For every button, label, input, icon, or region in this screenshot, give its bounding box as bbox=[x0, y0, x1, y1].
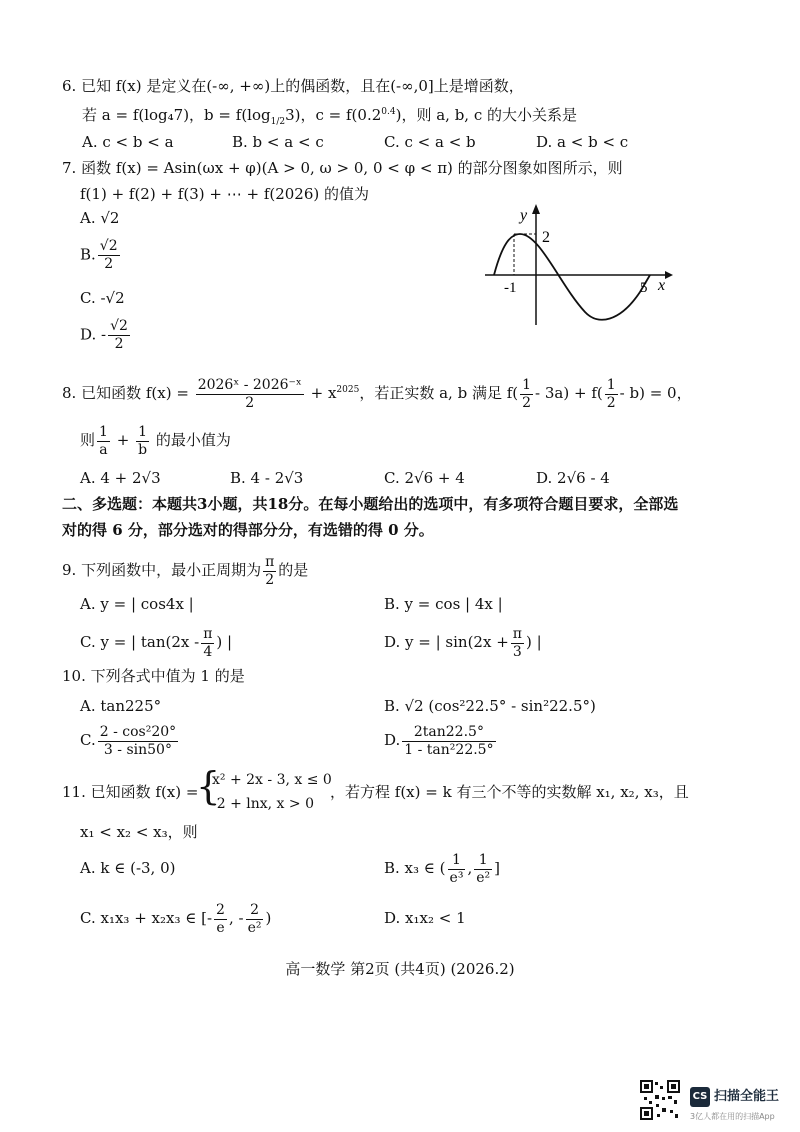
q9-fraction: $\frac{\pi}{2}$ bbox=[265, 553, 275, 588]
sine-curve bbox=[494, 234, 650, 320]
q8-option-a: A. 4 + 2√3 bbox=[80, 469, 161, 487]
q11-option-c: C. x₁x₃ + x₂x₃ ∈ [- $\frac{2}{e}$ , - $\frac{2}{\text{e²}}$ ) bbox=[80, 901, 272, 936]
q10-title: 10. 下列各式中值为 1 的是 bbox=[62, 667, 245, 685]
q7-option-d: D. - $\frac{√2}{2}$ bbox=[80, 318, 128, 352]
q8-fraction-b: $\frac{1}{b}$ bbox=[138, 423, 148, 458]
q9-option-c-fraction: $\frac{\pi}{4}$ bbox=[203, 625, 213, 660]
q6-line2: 若 a = f(log₄7)，$b = f(\log_{1/2}3)$，$c = f(0.2^{0.4})$，则 a, b, c 的大小关系是 bbox=[82, 106, 578, 127]
piecewise-brace: { bbox=[196, 764, 221, 808]
q6-option-b: B. b < a < c bbox=[232, 133, 324, 151]
q9-option-a: A. y = | cos4x | bbox=[80, 595, 194, 613]
q10-option-a: A. tan225° bbox=[80, 697, 162, 715]
q11-case1: x² + 2x - 3, x ≤ 0 bbox=[212, 772, 332, 788]
q7-option-d-fraction: $\frac{√2}{2}$ bbox=[110, 318, 128, 352]
q7-option-a: A. √2 bbox=[80, 209, 120, 227]
q6-option-c: C. c < a < b bbox=[384, 133, 476, 151]
q6-option-a: A. c < b < a bbox=[82, 133, 174, 151]
q11-option-b-fraction-2: $\frac{1}{\text{e²}}$ bbox=[476, 851, 491, 886]
y-axis-arrow bbox=[532, 204, 540, 214]
y-axis-label: y bbox=[520, 207, 528, 224]
q8-line1: 8. 已知函数 f(x) = $\frac{\text{2026ˣ - 2026⁻ˣ}}{2}$ + $x^{2025}$，若正实数 a, b 满足 f( $\frac{1}{2}$ - 3a) + f( $\frac{1}{2}$ - b) = 0， bbox=[62, 376, 692, 411]
q7-line2: f(1) + f(2) + f(3) + ⋯ + f(2026) 的值为 bbox=[80, 185, 370, 203]
q11-case2: -2 + lnx, x > 0 bbox=[212, 796, 314, 812]
brand-slogan: 3亿人都在用的扫描App bbox=[690, 1112, 775, 1121]
q10-option-c-fraction: $\frac{\text{2 - cos²20°}}{3 - \sin 50^\circ}$ bbox=[99, 723, 177, 758]
q11-option-d: D. x₁x₂ < 1 bbox=[384, 909, 466, 927]
q7-line1: 7. 函数 f(x) = Asin(ωx + φ)(A > 0, ω > 0, 0 < φ < π) 的部分图象如图所示，则 bbox=[62, 159, 623, 177]
q7-option-b-fraction: $\frac{√2}{2}$ bbox=[99, 238, 118, 272]
q11-option-c-fraction-2: $\frac{2}{\text{e²}}$ bbox=[247, 901, 262, 936]
cs-logo-icon: CS bbox=[690, 1087, 710, 1107]
q8-option-b: B. 4 - 2√3 bbox=[230, 469, 304, 487]
label-5: 5 bbox=[640, 280, 648, 296]
q8-main-fraction: $\frac{\text{2026ˣ - 2026⁻ˣ}}{2}$ bbox=[197, 376, 302, 411]
q9-option-d: D. y = | sin(2x + $\frac{\pi}{3}$ ) | bbox=[384, 625, 542, 660]
page-footer: 高一数学 第2页 (共4页) (2026.2) bbox=[285, 960, 515, 978]
q6-option-d: D. a < b < c bbox=[536, 133, 629, 151]
q10-option-d: D. $\frac{2\tan 22.5^\circ}{\text{1 - tan²22.5°}}$ bbox=[384, 723, 494, 758]
q8-line2: 则 $\frac{1}{a}$ + $\frac{1}{b}$ 的最小值为 bbox=[80, 423, 231, 458]
q10-option-d-fraction: $\frac{2\tan 22.5^\circ}{\text{1 - tan²22.5°}}$ bbox=[404, 723, 494, 758]
q8-half-fraction-1: $\frac{1}{2}$ bbox=[522, 376, 532, 411]
q11-line2: x₁ < x₂ < x₃，则 bbox=[80, 823, 198, 841]
q11-prefix: 11. 已知函数 f(x) = bbox=[62, 783, 199, 801]
q9-title: 9. 下列函数中，最小正周期为 $\frac{\pi}{2}$ 的是 bbox=[62, 553, 309, 588]
q11-option-a: A. k ∈ (-3, 0) bbox=[80, 859, 176, 877]
q11-tail: ，若方程 f(x) = k 有三个不等的实数解 x₁, x₂, x₃，且 bbox=[330, 783, 689, 801]
q11-option-b: B. x₃ ∈ ( $\frac{1}{\text{e³}}$ , $\frac{1}{\text{e²}}$ ] bbox=[384, 851, 500, 886]
q10-option-b: B. √2 (cos²22.5° - sin²22.5°) bbox=[384, 697, 596, 715]
qr-code-icon bbox=[640, 1080, 680, 1120]
q7-option-c: C. -√2 bbox=[80, 289, 125, 307]
q7-option-b: B. $\frac{√2}{2}$ bbox=[80, 238, 118, 272]
q6-line1: 6. 已知 f(x) 是定义在(-∞, +∞)上的偶函数，且在(-∞,0]上是增函数， bbox=[62, 77, 524, 95]
scanner-brand bbox=[690, 1084, 779, 1122]
q9-option-d-fraction: $\frac{\pi}{3}$ bbox=[512, 625, 522, 660]
label-neg1: -1 bbox=[504, 280, 517, 296]
x-axis-arrow bbox=[665, 271, 673, 279]
q8-half-fraction-2: $\frac{1}{2}$ bbox=[606, 376, 616, 411]
q8-option-c: C. 2√6 + 4 bbox=[384, 469, 465, 487]
section2-line2: 对的得 6 分，部分选对的得部分分，有选错的得 0 分。 bbox=[62, 521, 434, 539]
brand-name: 扫描全能王 bbox=[714, 1089, 780, 1104]
q8-option-d: D. 2√6 - 4 bbox=[536, 469, 610, 487]
q11-option-c-fraction-1: $\frac{2}{e}$ bbox=[216, 901, 225, 936]
q8-fraction-a: $\frac{1}{a}$ bbox=[99, 423, 108, 458]
q9-option-c: C. y = | tan(2x - $\frac{\pi}{4}$ ) | bbox=[80, 625, 233, 660]
section2-line1: 二、多选题：本题共3小题，共18分。在每小题给出的选项中，有多项符合题目要求，全部选 bbox=[62, 495, 679, 513]
q11-option-b-fraction-1: $\frac{1}{\text{e³}}$ bbox=[449, 851, 464, 886]
label-2: 2 bbox=[542, 229, 550, 246]
q10-option-c: C. $\frac{\text{2 - cos²20°}}{3 - \sin 50^\circ}$ bbox=[80, 723, 177, 758]
sine-graph bbox=[480, 200, 680, 330]
x-axis-label: x bbox=[658, 277, 666, 294]
q9-option-b: B. y = cos | 4x | bbox=[384, 595, 503, 613]
